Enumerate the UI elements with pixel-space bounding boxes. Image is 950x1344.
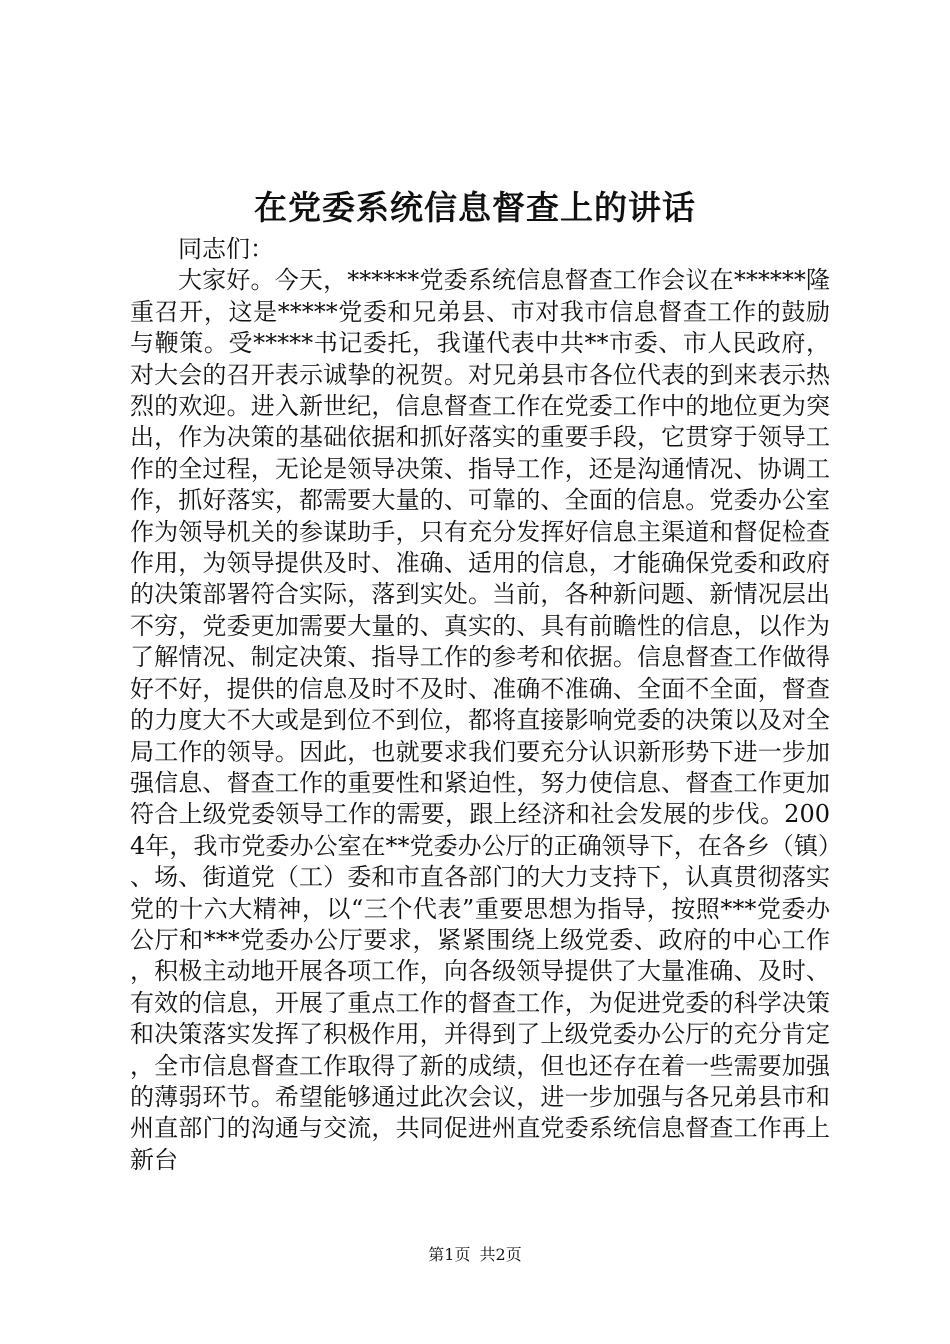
body-paragraph: 大家好。今天，******党委系统信息督查工作会议在******隆重召开，这是*****党委和兄弟县、市对我市信息督查工作的鼓励与鞭策。受*****书记委托，我谨代表中共**市委、市人民政府，对大会的召开表示诚挚的祝贺。对兄弟县市各位代表的到来表示热烈的欢迎。进入新世纪，信息督查工作在党委工作中的地位更为突出，作为决策的基础依据和抓好落实的重要手段，它贯穿于领导工作的全过程，无论是领导决策、指导工作，还是沟通情况、协调工作，抓好落实，都需要大量的、可靠的、全面的信息。党委办公室作为领导机关的参谋助手，只有充分发挥好信息主渠道和督促检查作用，为领导提供及时、准确、适用的信息，才能确保党委和政府的决策部署符合实际，落到实处。当前，各种新问题、新情况层出不穷，党委更加需要大量的、真实的、具有前瞻性的信息，以作为了解情况、制定决策、指导工作的参考和依据。信息督查工作做得好不好，提供的信息及时不及时、准确不准确、全面不全面，督查的力度大不大或是到位不到位，都将直接影响党委的决策以及对全局工作的领导。因此，也就要求我们要充分认识新形势下进一步加强信息、督查工作的重要性和紧迫性，努力使信息、督查工作更加符合上级党委领导工作的需要，跟上经济和社会发展的步伐。2004年，我市党委办公室在**党委办公厅的正确领导下，在各乡（镇）、场、街道党（工）委和市直各部门的大力支持下，认真贯彻落实党的十六大精神，以“三个代表”重要思想为指导，按照***党委办公厅和***党委办公厅要求，紧紧围绕上级党委、政府的中心工作，积极主动地开展各项工作，向各级领导提供了大量准确、及时、有效的信息，开展了重点工作的督查工作，为促进党委的科学决策和决策落实发挥了积极作用，并得到了上级党委办公厅的充分肯定，全市信息督查工作取得了新的成绩，但也还存在着一些需要加强的薄弱环节。希望能够通过此次会议，进一步加强与各兄弟县市和州直部门的沟通与交流，共同促进州直党委系统信息督查工作再上新台	[130, 266, 830, 1174]
document-body	[130, 234, 830, 1176]
page-number: 第1页	[428, 1245, 471, 1264]
page-total: 共2页	[479, 1245, 522, 1264]
salutation: 同志们：	[178, 235, 274, 263]
page-footer	[0, 1244, 950, 1266]
document-title: 在党委系统信息督查上的讲话	[254, 188, 696, 227]
